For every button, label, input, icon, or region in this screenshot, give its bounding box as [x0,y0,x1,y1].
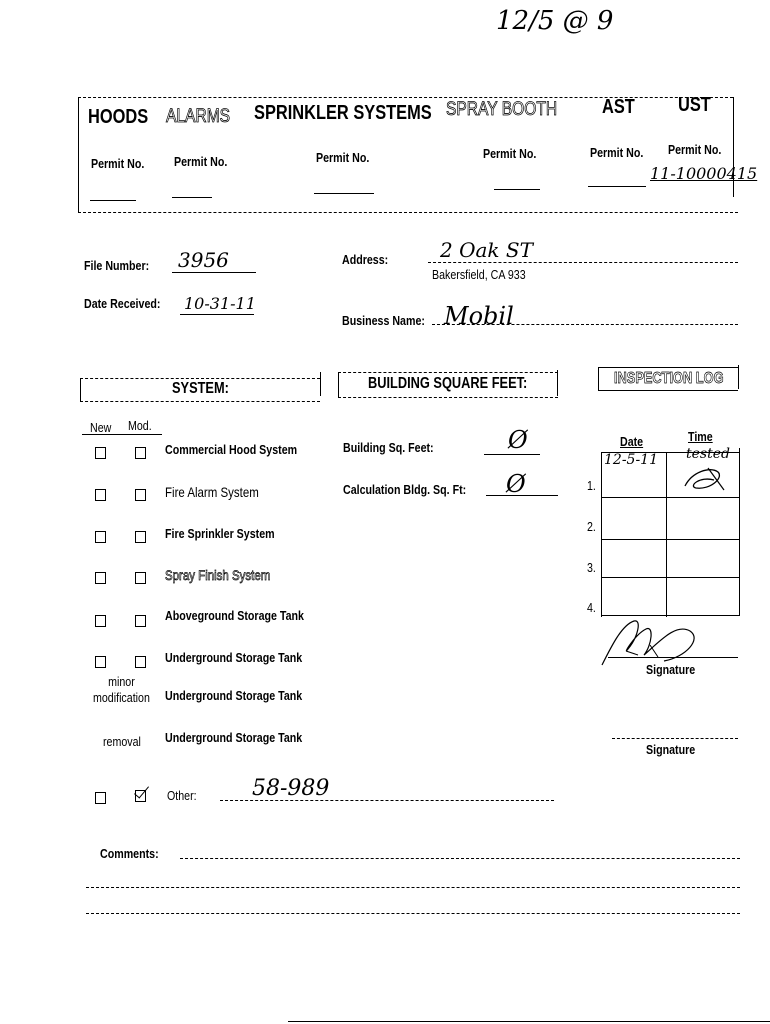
inspection-log-title: INSPECTION LOG [614,370,724,387]
file-number-value: 3956 [178,248,229,272]
alarms-heading: ALARMS [166,106,231,127]
permit-no-alarms: Permit No. [174,154,228,169]
date-received-value: 10-31-11 [184,294,256,313]
permit-no-ust: Permit No. [668,142,722,157]
first-date: 12-5-11 [604,452,658,468]
sprinkler-heading: SPRINKLER SYSTEMS [254,102,432,124]
first-time: tested [686,446,730,462]
building-title: BUILDING SQUARE FEET: [368,375,528,392]
file-number-label: File Number: [84,258,150,273]
removal-label: removal [103,734,141,749]
new-checkbox[interactable] [95,447,106,459]
permit-no-spray: Permit No. [483,146,537,161]
mod-checkbox[interactable] [135,615,146,627]
item-label: Spray Finish System [165,567,271,583]
spray-booth-heading: SPRAY BOOTH [446,99,558,120]
calc-sq-ft-label: Calculation Bldg. Sq. Ft: [343,482,467,497]
date-received-label: Date Received: [84,296,161,311]
hoods-heading: HOODS [88,106,149,128]
building-sq-ft-value: Ø [508,426,528,454]
initials-mark [680,462,730,494]
item-label: Aboveground Storage Tank [165,608,304,623]
new-checkbox[interactable] [95,615,106,627]
top-handwritten-note: 12/5 @ 9 [496,6,614,36]
item-label: Fire Alarm System [165,484,259,500]
other-value: 58-989 [252,776,330,801]
address-line2: Bakersfield, CA 933 [432,267,526,282]
col-time: Time [688,429,713,444]
minor-modification-item: Underground Storage Tank [165,688,303,703]
mod-checkbox[interactable] [135,656,146,668]
address-label: Address: [342,252,389,267]
item-label: Underground Storage Tank [165,650,303,665]
new-checkbox[interactable] [95,656,106,668]
mod-checkbox[interactable] [135,572,146,584]
col-new: New [90,420,112,435]
item-label: Commercial Hood System [165,442,298,457]
item-label: Fire Sprinkler System [165,526,275,541]
permit-no-sprinkler: Permit No. [316,150,370,165]
signature-label-2: Signature [646,742,696,757]
col-date: Date [620,434,644,449]
row-4-number: 4. [587,600,596,615]
permit-no-hoods: Permit No. [91,156,145,171]
col-mod: Mod. [128,418,152,433]
ast-heading: AST [602,96,635,118]
removal-item: Underground Storage Tank [165,730,303,745]
system-title: SYSTEM: [172,380,229,397]
row-3-number: 3. [587,560,596,575]
signature-label-1: Signature [646,662,696,677]
other-label: Other: [167,788,197,803]
mod-checkbox[interactable] [135,447,146,459]
mod-checkbox-checked[interactable] [135,790,146,802]
ust-permit-value: 11-10000415 [650,164,758,183]
new-checkbox[interactable] [95,792,106,804]
mod-checkbox[interactable] [135,489,146,501]
permit-no-ast: Permit No. [590,145,644,160]
ust-heading: UST [678,94,711,116]
business-name-value: Mobil [444,302,514,330]
new-checkbox[interactable] [95,572,106,584]
row-1-number: 1. [587,478,596,493]
building-sq-ft-label: Building Sq. Feet: [343,440,434,455]
comments-label: Comments: [100,846,159,861]
new-checkbox[interactable] [95,489,106,501]
business-name-label: Business Name: [342,313,425,328]
row-2-number: 2. [587,519,596,534]
mod-checkbox[interactable] [135,531,146,543]
minor-modification-label: minor modification [93,674,150,705]
address-line1: 2 Oak ST [440,238,533,262]
bottom-rule [288,1021,770,1022]
calc-sq-ft-value: Ø [506,470,526,498]
new-checkbox[interactable] [95,531,106,543]
